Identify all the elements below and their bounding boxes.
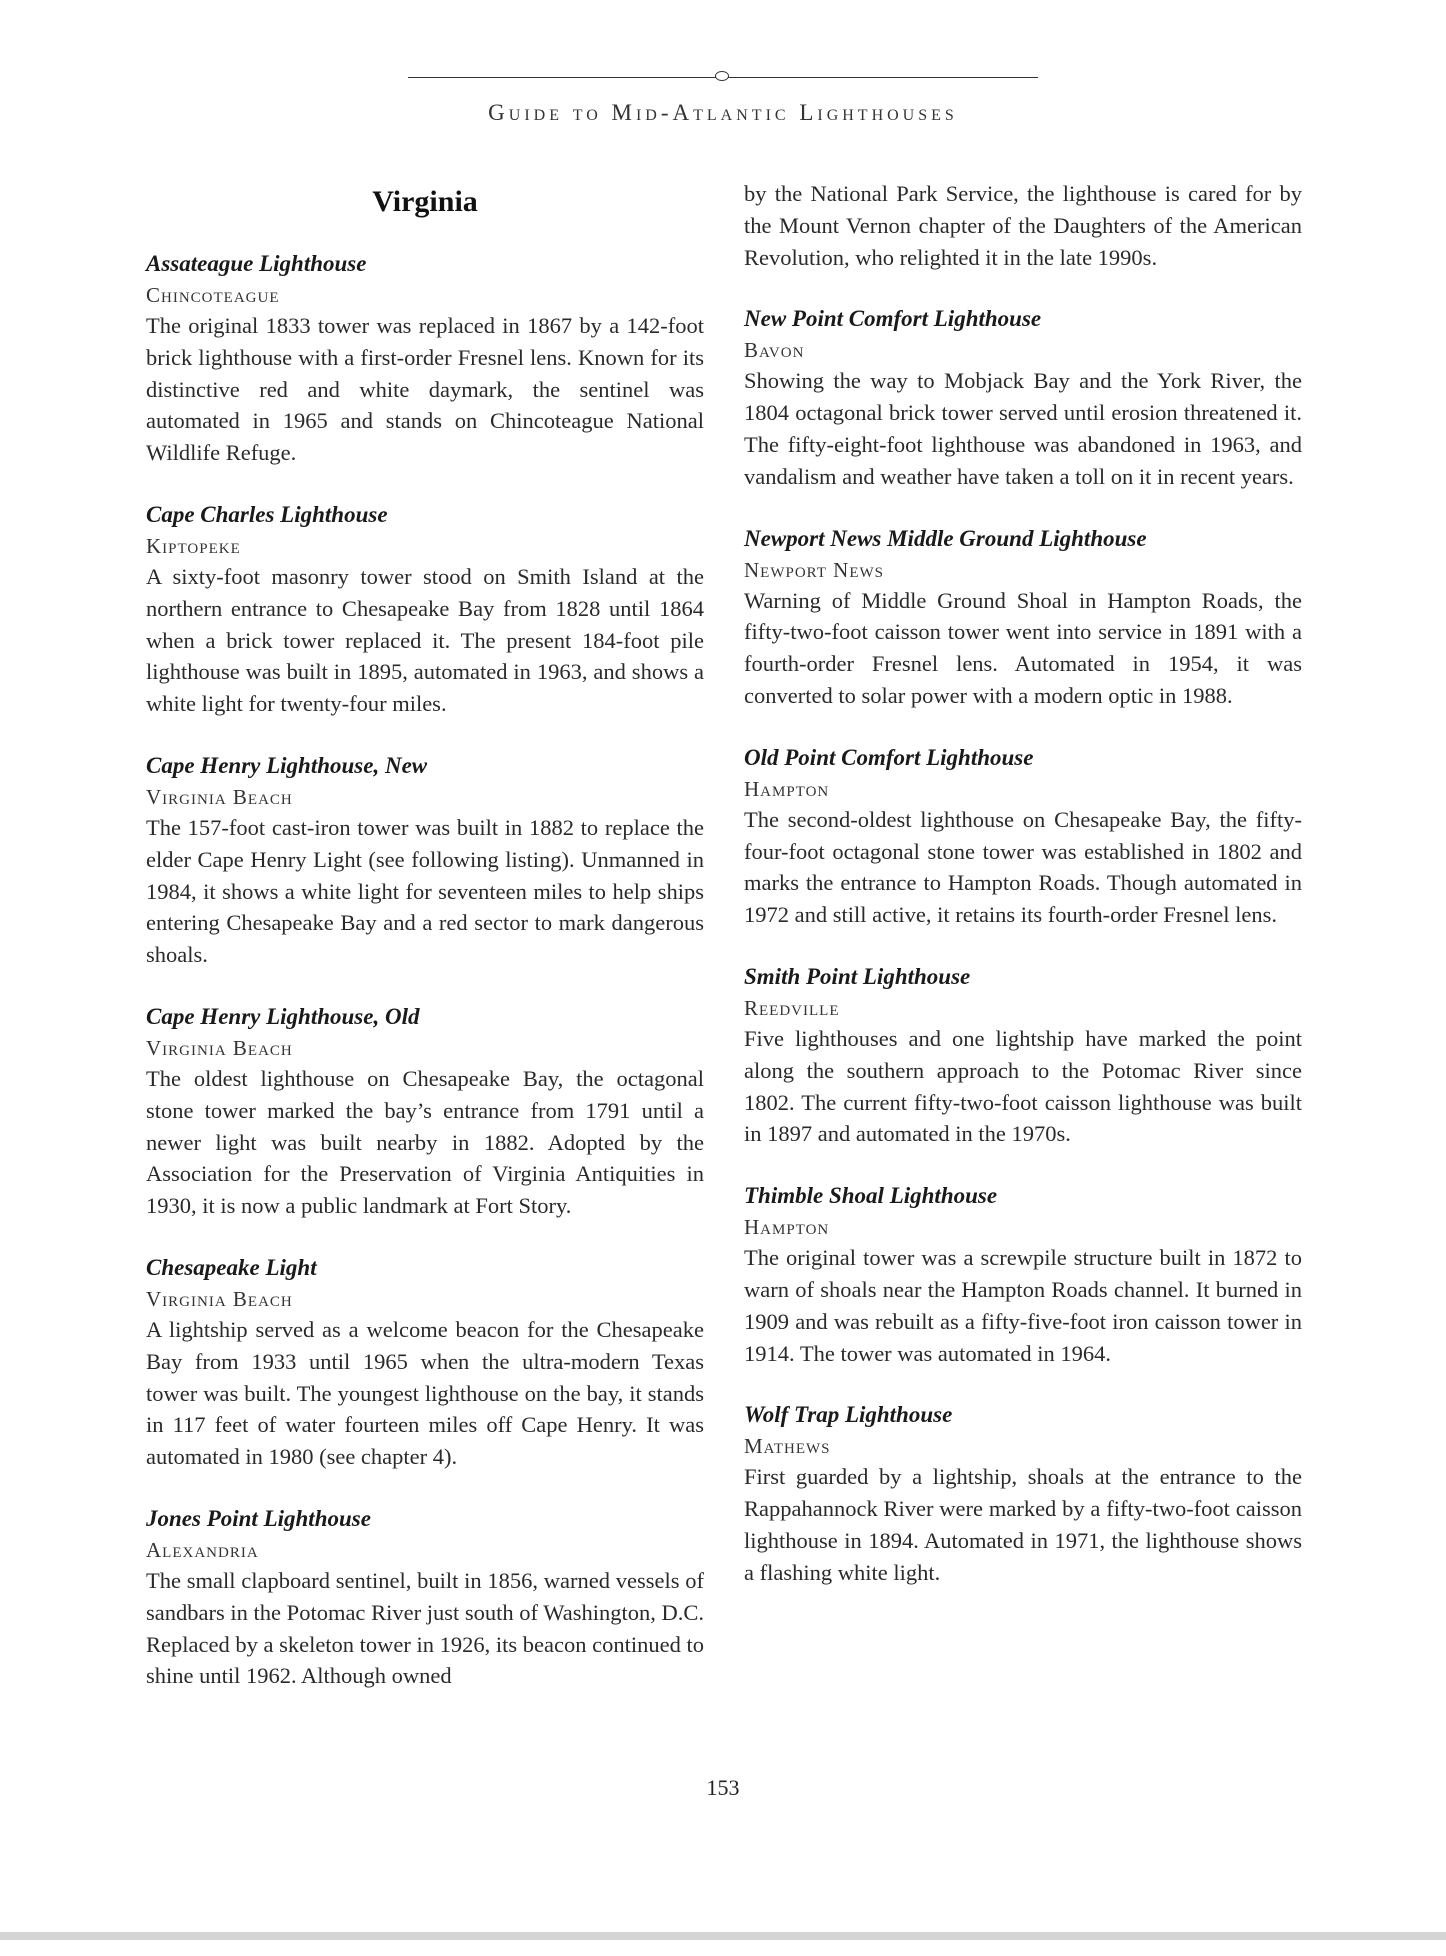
entry-place: Virginia Beach <box>146 784 293 809</box>
entry-place: Reedville <box>744 995 840 1020</box>
entry-place: Mathews <box>744 1434 831 1459</box>
entry <box>744 523 1302 712</box>
entry-text: The original 1833 tower was replaced in 1867 by a 142-foot brick lighthouse with a first-order Fresnel lens. Known for its distinctive red and white daymark, the sentinel was automated in 1965 and stands on Chincoteague National Wildlife Refuge. <box>146 313 704 466</box>
entry-name: Old Point Comfort Lighthouse <box>744 744 1034 770</box>
entry <box>146 499 704 720</box>
entry-place: Chincoteague <box>146 283 280 307</box>
entry-text: Showing the way to Mobjack Bay and the York River, the 1804 octagonal brick tower served until erosion threatened it. The fifty-eight-foot lighthouse was abandoned in 1963, and vandalism and weather have taken a toll on it in recent years. <box>744 368 1302 489</box>
entry-text: The small clapboard sentinel, built in 1856, warned vessels of sandbars in the Potomac River just south of Washington, D.C. Replaced by a skeleton tower in 1926, its beacon continued to shine until 1962. Although owned <box>146 1567 704 1689</box>
entry-place: Virginia Beach <box>146 1286 293 1311</box>
entry-place: Hampton <box>744 1215 830 1240</box>
entry-name: New Point Comfort Lighthouse <box>744 306 1042 332</box>
entry-place: Hampton <box>744 776 830 801</box>
entry-place: Newport News <box>744 557 885 582</box>
entry-text: Warning of Middle Ground Shoal in Hampton Roads, the fifty-two-foot caisson tower went into service in 1891 with a fourth-order Fresnel lens. Automated in 1954, it was converted to solar power with a modern optic in 1988. <box>744 587 1302 708</box>
entry <box>146 248 704 469</box>
entry <box>744 961 1302 1150</box>
entry <box>744 1180 1302 1369</box>
entry-place: Virginia Beach <box>146 1035 293 1060</box>
entry <box>744 742 1302 931</box>
section-title: Virginia <box>372 185 478 218</box>
entry-name: Cape Charles Lighthouse <box>146 501 388 527</box>
entry-place: Kiptopeke <box>146 533 241 558</box>
entry <box>146 1503 704 1692</box>
entry-name: Thimble Shoal Lighthouse <box>744 1183 998 1209</box>
header-ornament-icon <box>715 71 729 81</box>
entry-name: Chesapeake Light <box>146 1254 317 1280</box>
right-column <box>744 178 1302 1619</box>
entry-text: The 157-foot cast-iron tower was built in 1882 to replace the elder Cape Henry Light (see following listing). Unmanned in 1984, it shows a white light for seventeen miles to help ships entering Chesapeake Bay and a red sector to mark dangerous shoals. <box>146 814 704 968</box>
entry <box>146 1001 704 1222</box>
entry-text: First guarded by a lightship, shoals at the entrance to the Rappahannock River were marked by a fifty-two-foot caisson lighthouse in 1894. Automated in 1971, the lighthouse shows a flashing white light. <box>744 1464 1302 1585</box>
entry-text: A sixty-foot masonry tower stood on Smith Island at the northern entrance to Chesapeake Bay from 1828 until 1864 when a brick tower replaced it. The present 184-foot pile lighthouse was built in 1895, automated in 1963, and shows a white light for twenty-four miles. <box>146 563 704 717</box>
continued-text: by the National Park Service, the lighthouse is cared for by the Mount Vernon chapter of the Daughters of the American Revolution, who relighted it in the late 1990s. <box>744 181 1302 270</box>
entry <box>146 1252 704 1473</box>
entry-text: The original tower was a screwpile structure built in 1872 to warn of shoals near the Hampton Roads channel. It burned in 1909 and was rebuilt as a fifty-five-foot iron caisson tower in 1914. The tower was automated in 1964. <box>744 1245 1302 1366</box>
entry-name: Assateague Lighthouse <box>146 251 367 276</box>
entry-text: Five lighthouses and one lightship have marked the point along the southern approach to the Potomac River since 1802. The current fifty-two-foot caisson lighthouse was built in 1897 and automated in the 1970s. <box>744 1025 1302 1147</box>
entry-place: Alexandria <box>146 1537 259 1562</box>
bottom-bar <box>0 1932 1446 1940</box>
entry <box>146 750 704 971</box>
entry-place: Bavon <box>744 338 805 363</box>
entry-name: Newport News Middle Ground Lighthouse <box>744 525 1147 551</box>
entry <box>744 1399 1302 1588</box>
entry-text: A lightship served as a welcome beacon for the Chesapeake Bay from 1933 until 1965 when the ultra-modern Texas tower was built. The youngest lighthouse on the bay, it stands in 117 feet of water fourteen miles off Cape Henry. It was automated in 1980 (see chapter 4). <box>146 1316 704 1470</box>
entry-name: Jones Point Lighthouse <box>146 1505 371 1531</box>
entry-name: Cape Henry Lighthouse, New <box>146 752 428 778</box>
entry-name: Cape Henry Lighthouse, Old <box>146 1003 420 1029</box>
entry-text: The second-oldest lighthouse on Chesapeake Bay, the fifty-four-foot octagonal stone tower was established in 1802 and marks the entrance to Hampton Roads. Though automated in 1972 and still active, it retains its fourth-order Fresnel lens. <box>744 806 1302 928</box>
entry-name: Wolf Trap Lighthouse <box>744 1402 953 1428</box>
entry-name: Smith Point Lighthouse <box>744 963 971 989</box>
page-number: 153 <box>706 1775 740 1800</box>
entry <box>744 303 1302 492</box>
running-head: Guide to Mid-Atlantic Lighthouses <box>488 100 958 125</box>
left-column <box>146 178 704 1722</box>
entry-text: The oldest lighthouse on Chesapeake Bay, the octagonal stone tower marked the bay’s entrance from 1791 until a newer light was built nearby in 1882. Adopted by the Association for the Preservation of Virginia Antiquities in 1930, it is now a public landmark at Fort Story. <box>146 1065 704 1219</box>
